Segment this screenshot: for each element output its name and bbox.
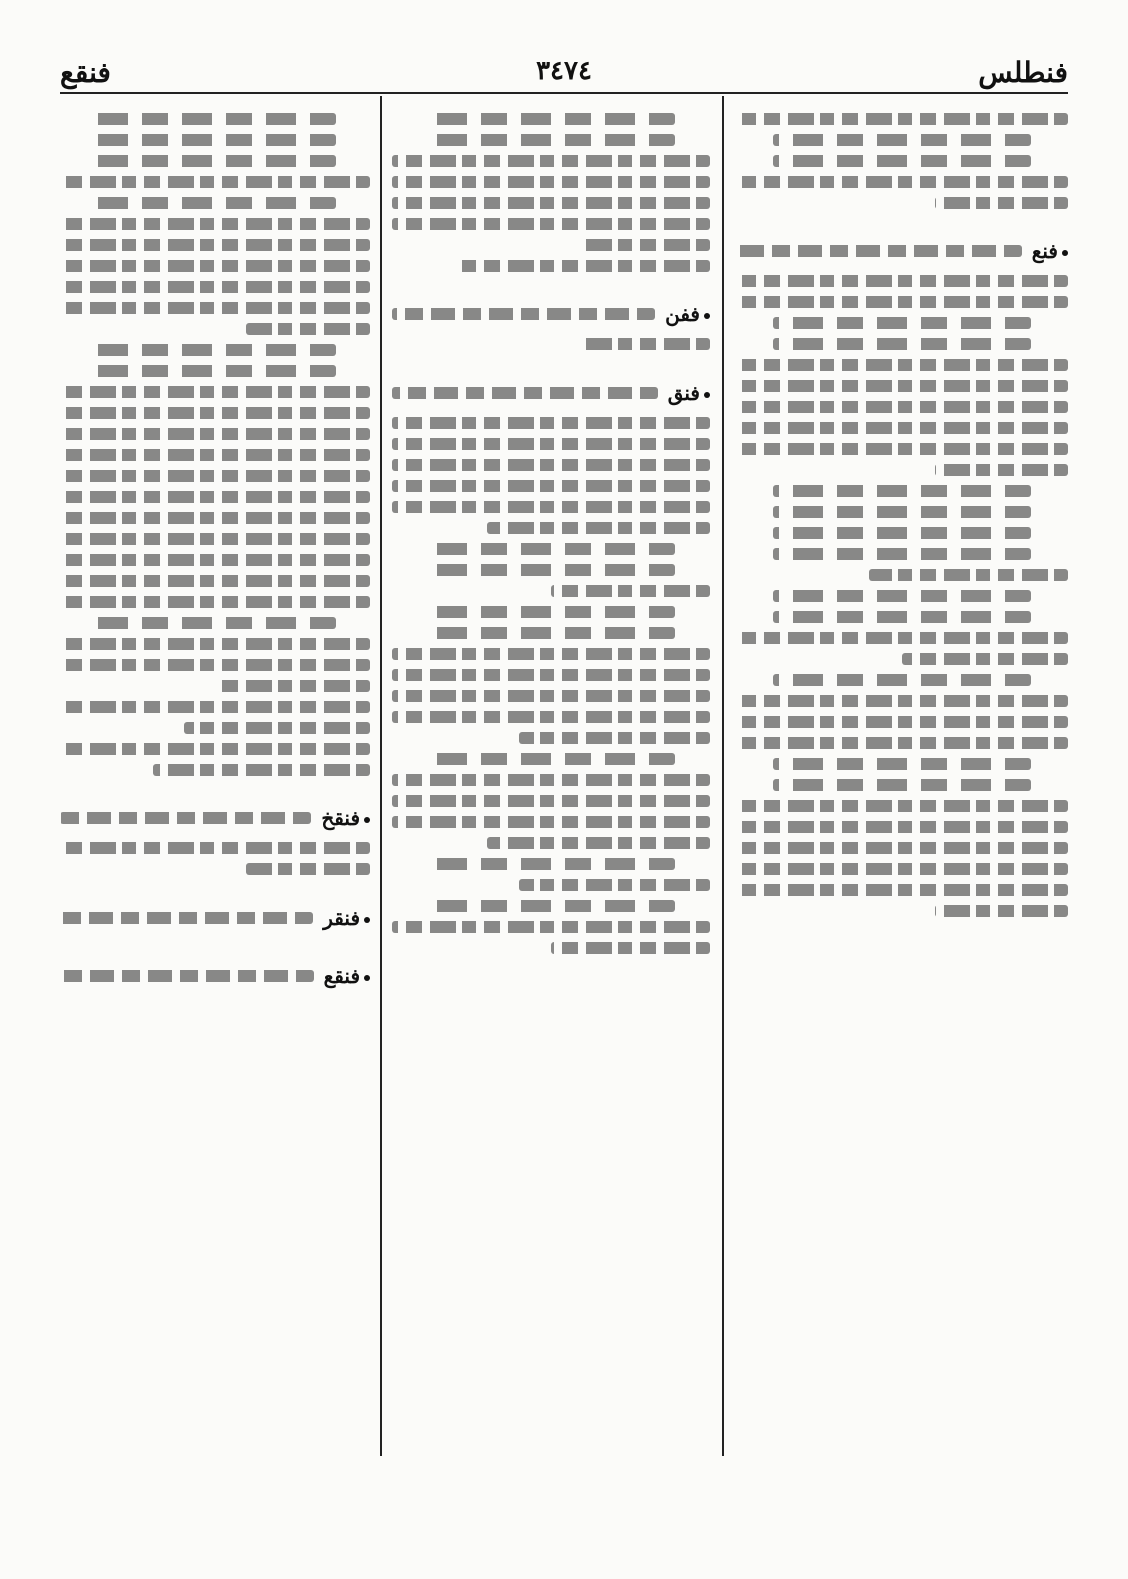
text-line — [736, 443, 1068, 455]
text-line — [392, 501, 710, 513]
column-right — [736, 104, 1068, 1444]
text-line — [736, 380, 1068, 392]
text-line — [392, 669, 710, 681]
text-line — [736, 245, 1022, 257]
entry — [736, 236, 1068, 917]
entry-headword: فنقع — [323, 964, 360, 988]
text-line — [736, 863, 1068, 875]
verse-line — [427, 858, 675, 870]
column-divider-right — [722, 96, 724, 1456]
entry-headword: ففن — [665, 302, 700, 326]
verse-line — [427, 900, 675, 912]
entry-headword: فنقخ — [321, 806, 360, 830]
entry — [60, 961, 370, 991]
verse-line — [427, 606, 675, 618]
text-line — [392, 921, 710, 933]
verse-line — [427, 753, 675, 765]
text-line — [153, 764, 370, 776]
text-line — [736, 884, 1068, 896]
column-middle — [392, 104, 710, 1444]
text-line — [60, 659, 370, 671]
text-line — [736, 821, 1068, 833]
text-line — [60, 512, 370, 524]
text-line — [736, 296, 1068, 308]
text-line — [583, 338, 710, 350]
text-line — [60, 970, 314, 982]
text-line — [392, 308, 655, 320]
entry-headword: فنقر — [323, 906, 360, 930]
text-line — [392, 197, 710, 209]
text-line — [246, 863, 370, 875]
entry-bullet-icon — [364, 975, 370, 981]
entry — [392, 299, 710, 350]
header-entry-word: فنطلس — [978, 56, 1068, 89]
text-line — [736, 737, 1068, 749]
text-line — [392, 417, 710, 429]
text-line — [519, 879, 710, 891]
text-line — [736, 359, 1068, 371]
text-line — [60, 842, 370, 854]
text-line — [60, 449, 370, 461]
text-line — [392, 690, 710, 702]
entry — [60, 903, 370, 933]
text-line — [392, 480, 710, 492]
text-line — [60, 596, 370, 608]
verse-line — [94, 155, 336, 167]
text-line — [736, 275, 1068, 287]
verse-line — [773, 779, 1032, 791]
text-line — [246, 323, 370, 335]
text-line — [60, 239, 370, 251]
text-line — [736, 695, 1068, 707]
column-left — [60, 104, 370, 1444]
text-line — [60, 428, 370, 440]
entry-bullet-icon — [1062, 250, 1068, 256]
text-line — [392, 459, 710, 471]
verse-line — [94, 617, 336, 629]
entry-bullet-icon — [704, 392, 710, 398]
text-line — [60, 912, 313, 924]
verse-line — [773, 590, 1032, 602]
entry-bullet-icon — [704, 313, 710, 319]
verse-line — [773, 317, 1032, 329]
verse-line — [94, 365, 336, 377]
verse-line — [773, 155, 1032, 167]
text-line — [902, 653, 1068, 665]
text-line — [60, 533, 370, 545]
text-line — [551, 585, 710, 597]
text-line — [736, 401, 1068, 413]
text-line — [60, 176, 370, 188]
text-line — [935, 905, 1068, 917]
text-line — [392, 774, 710, 786]
text-line — [60, 812, 311, 824]
text-line — [392, 176, 710, 188]
text-line — [736, 632, 1068, 644]
text-line — [60, 575, 370, 587]
header-last-entry-word: فنقع — [60, 56, 111, 89]
verse-line — [427, 627, 675, 639]
text-line — [60, 554, 370, 566]
text-line — [456, 260, 710, 272]
text-line — [869, 569, 1068, 581]
text-line — [60, 491, 370, 503]
verse-line — [427, 134, 675, 146]
text-line — [60, 701, 370, 713]
text-line — [60, 386, 370, 398]
text-line — [392, 648, 710, 660]
verse-line — [773, 611, 1032, 623]
verse-line — [773, 485, 1032, 497]
entry-headword: فنع — [1031, 239, 1058, 263]
text-line — [736, 716, 1068, 728]
verse-line — [773, 758, 1032, 770]
verse-line — [427, 113, 675, 125]
verse-line — [773, 527, 1032, 539]
text-line — [60, 302, 370, 314]
verse-line — [427, 543, 675, 555]
verse-line — [94, 344, 336, 356]
verse-line — [773, 134, 1032, 146]
header-rule — [60, 92, 1068, 94]
text-line — [392, 816, 710, 828]
entry-bullet-icon — [364, 917, 370, 923]
verse-line — [94, 197, 336, 209]
verse-line — [94, 113, 336, 125]
text-line — [392, 438, 710, 450]
verse-line — [773, 338, 1032, 350]
column-divider-left — [380, 96, 382, 1456]
text-line — [392, 795, 710, 807]
verse-line — [773, 674, 1032, 686]
text-line — [184, 722, 370, 734]
entry-headword: فنق — [667, 381, 700, 405]
text-line — [583, 239, 710, 251]
text-line — [215, 680, 370, 692]
verse-line — [773, 548, 1032, 560]
verse-line — [427, 564, 675, 576]
text-line — [519, 732, 710, 744]
text-line — [487, 522, 710, 534]
text-line — [736, 800, 1068, 812]
text-line — [60, 407, 370, 419]
text-line — [60, 218, 370, 230]
text-line — [736, 176, 1068, 188]
page-header — [60, 52, 1068, 96]
verse-line — [773, 506, 1032, 518]
text-line — [60, 470, 370, 482]
entry-bullet-icon — [364, 817, 370, 823]
text-line — [487, 837, 710, 849]
text-line — [392, 218, 710, 230]
text-line — [551, 942, 710, 954]
entry — [392, 378, 710, 954]
text-line — [736, 422, 1068, 434]
text-line — [736, 113, 1068, 125]
text-line — [935, 464, 1068, 476]
text-line — [60, 260, 370, 272]
text-line — [392, 387, 658, 399]
text-line — [935, 197, 1068, 209]
page-number: ٣٤٧٤ — [536, 56, 592, 86]
text-line — [60, 638, 370, 650]
text-line — [392, 711, 710, 723]
entry — [60, 803, 370, 875]
verse-line — [94, 134, 336, 146]
text-line — [60, 281, 370, 293]
text-line — [392, 155, 710, 167]
text-line — [736, 842, 1068, 854]
text-line — [60, 743, 370, 755]
